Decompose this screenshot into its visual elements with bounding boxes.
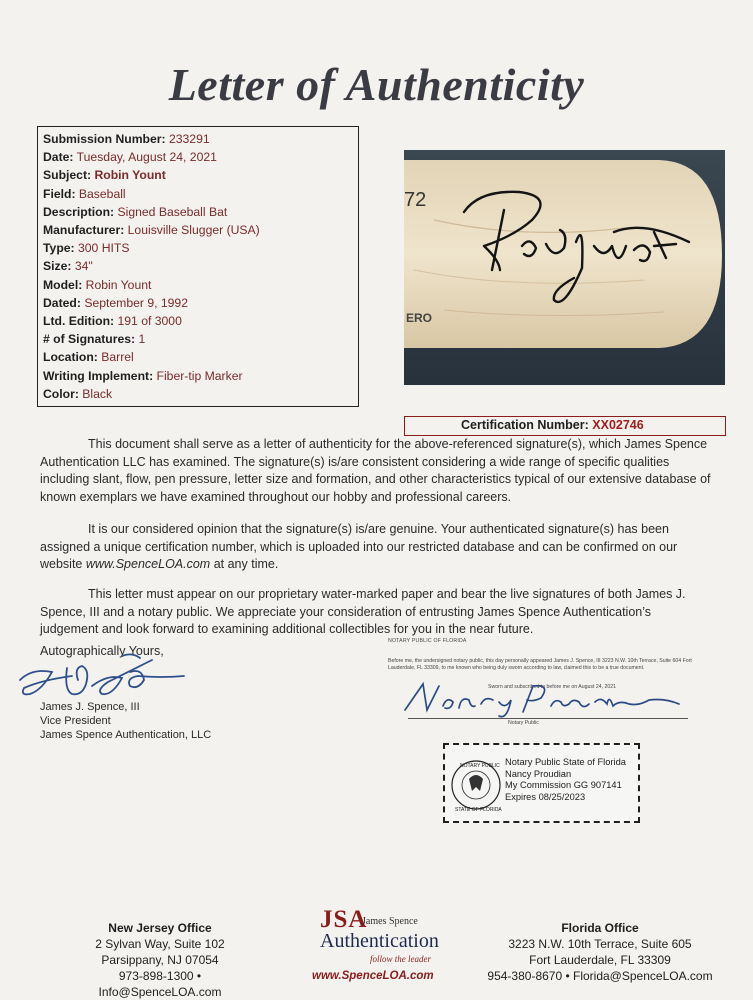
detail-row xyxy=(43,239,353,257)
certification-number-box xyxy=(404,416,726,436)
signer-title: Vice President xyxy=(40,715,111,728)
notary-signature xyxy=(395,676,695,718)
detail-label: Manufacturer: xyxy=(43,223,125,238)
paragraph-text: at any time. xyxy=(210,557,279,571)
nj-office-heading: New Jersey Office xyxy=(108,921,212,935)
detail-label: Description: xyxy=(43,204,115,219)
notary-sworn-date: Sworn and subscribed to before me on August 24, 2021 xyxy=(488,684,617,690)
stamp-line: Expires 08/25/2023 xyxy=(505,791,586,802)
detail-row xyxy=(43,367,353,385)
detail-label: Model: xyxy=(43,277,83,292)
detail-label: Field: xyxy=(43,186,76,201)
detail-value: Barrel xyxy=(101,350,134,365)
detail-value: 191 of 3000 xyxy=(117,314,182,329)
bat-text: ERO xyxy=(406,311,433,325)
detail-row xyxy=(43,185,353,203)
paragraph-text: It is our considered opinion that the signature(s) is/are genuine. Your authenticated signature(s) has been assigned a unique certification number, which is uploaded into our restricted database and can be confirmed on our website xyxy=(40,522,678,571)
spence-signature xyxy=(12,650,192,705)
detail-value: Robin Yount xyxy=(85,277,152,292)
stamp-line: Nancy Proudian xyxy=(505,768,572,779)
notary-statement: Before me, the undersigned notary public, this day personally appeared James J. Spence, III 3223 N.W. 10th Terrace, Suite 604 Fort Lauderdale, FL 33309, to me known who being duly sworn according to law, claimed this to be a true document. xyxy=(388,658,692,671)
bat-number: 72 xyxy=(404,189,427,211)
page-title: Letter of Authenticity xyxy=(168,59,585,110)
fl-address-line: 3223 N.W. 10th Terrace, Suite 605 xyxy=(508,937,692,951)
detail-row xyxy=(43,166,353,184)
signer-block xyxy=(40,700,211,743)
detail-value: 300 HITS xyxy=(78,241,130,256)
florida-seal-icon xyxy=(449,753,503,817)
detail-value: 34" xyxy=(74,259,93,274)
detail-label: Type: xyxy=(43,241,75,256)
stamp-line: My Commission GG 907141 xyxy=(505,780,622,790)
notary-public-label: Notary Public xyxy=(508,720,539,726)
signer-name: James J. Spence, III xyxy=(40,701,140,713)
detail-value: Louisville Slugger (USA) xyxy=(127,223,260,238)
detail-label: Location: xyxy=(43,350,98,365)
detail-label: # of Signatures: xyxy=(43,332,136,347)
closing-line: Autographically Yours, xyxy=(40,644,164,658)
stamp-text xyxy=(505,757,626,803)
logo-authentication-text: Authentication xyxy=(320,930,439,952)
nj-office xyxy=(60,920,260,1000)
seal-bottom-text: STATE OF FLORIDA xyxy=(455,807,502,813)
fl-office-heading: Florida Office xyxy=(561,921,639,935)
detail-value: 1 xyxy=(138,332,146,347)
detail-label: Writing Implement: xyxy=(43,368,154,383)
seal-top-text: NOTARY PUBLIC xyxy=(460,763,500,769)
jsa-logo xyxy=(300,900,460,992)
detail-label: Color: xyxy=(43,386,79,401)
detail-value: Baseball xyxy=(78,186,126,201)
detail-label: Dated: xyxy=(43,295,81,310)
logo-jsa-text: JSA xyxy=(320,906,368,933)
website-link[interactable]: www.SpenceLOA.com xyxy=(85,557,211,571)
signer-company: James Spence Authentication, LLC xyxy=(40,729,212,742)
detail-value: September 9, 1992 xyxy=(84,295,188,310)
detail-value: Tuesday, August 24, 2021 xyxy=(76,150,217,165)
detail-row xyxy=(43,294,353,312)
nj-address-line: 2 Sylvan Way, Suite 102 xyxy=(95,937,225,951)
details-box xyxy=(37,126,359,407)
certification-label: Certification Number: xyxy=(461,418,589,432)
body-paragraph-1: This document shall serve as a letter of authenticity for the above-referenced signature(s), which James Spence Authentication LLC has examined. The signature(s) is/are consistent considering a wide range of specific qualities including slant, flow, pen pressure, letter size and formation, and other characteristics typical of our extensive database of known exemplars we have examined throughout our hobby and professional careers. xyxy=(40,437,711,504)
detail-value: 233291 xyxy=(168,132,210,146)
detail-value: Fiber-tip Marker xyxy=(156,368,243,383)
notary-header: NOTARY PUBLIC OF FLORIDA xyxy=(388,638,467,644)
detail-value: Signed Baseball Bat xyxy=(117,204,228,219)
detail-value: Robin Yount xyxy=(94,168,166,183)
detail-row xyxy=(43,276,353,294)
notary-stamp xyxy=(443,743,640,823)
fl-office xyxy=(480,920,720,984)
notary-signature-line xyxy=(408,718,688,719)
detail-label: Date: xyxy=(43,150,74,165)
detail-label: Ltd. Edition: xyxy=(43,314,115,329)
detail-row xyxy=(43,203,353,221)
detail-row xyxy=(43,348,353,366)
signed-bat-photo xyxy=(404,150,725,385)
detail-label: Submission Number: xyxy=(43,132,166,146)
nj-contact: 973-898-1300 • Info@SpenceLOA.com xyxy=(98,969,222,999)
certification-value: XX02746 xyxy=(592,418,644,432)
detail-label: Subject: xyxy=(43,168,92,183)
detail-value: Black xyxy=(82,386,113,401)
detail-row xyxy=(43,385,353,403)
logo-tagline: follow the leader xyxy=(370,954,431,964)
detail-row xyxy=(43,330,353,348)
detail-label: Size: xyxy=(43,259,72,274)
logo-url[interactable]: www.SpenceLOA.com xyxy=(312,970,434,982)
body-paragraph-3: This letter must appear on our proprietary water-marked paper and bear the live signatures of both James J. Spence, III and a notary public. We appreciate your consideration of entrusting James Spence Authentication’s judgement and look forward to examining additional collectibles for you in the near future. xyxy=(40,587,686,636)
detail-row xyxy=(43,148,353,166)
detail-row xyxy=(43,221,353,239)
bat-image xyxy=(404,150,725,385)
detail-row xyxy=(43,130,353,148)
nj-address-line: Parsippany, NJ 07054 xyxy=(101,953,219,967)
body-paragraph-2 xyxy=(40,521,712,574)
fl-contact: 954-380-8670 • Florida@SpenceLOA.com xyxy=(487,969,713,983)
detail-row xyxy=(43,312,353,330)
detail-row xyxy=(43,257,353,275)
stamp-line: Notary Public State of Florida xyxy=(505,757,626,767)
logo-name-text: James Spence xyxy=(362,916,418,927)
fl-address-line: Fort Lauderdale, FL 33309 xyxy=(529,953,671,967)
